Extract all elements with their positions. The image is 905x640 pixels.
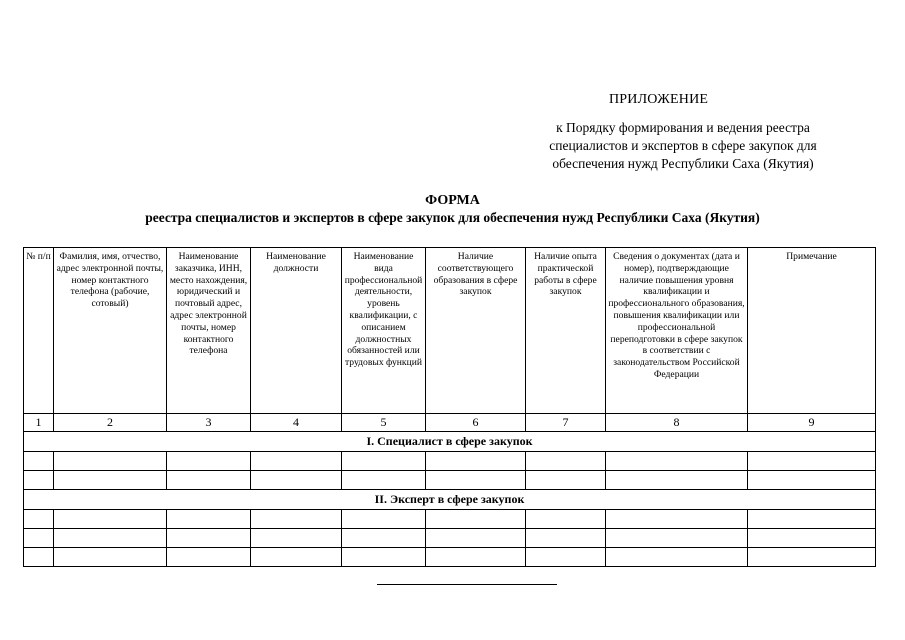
section-row-specialist bbox=[24, 432, 876, 452]
registry-table bbox=[23, 247, 876, 567]
table-cell[interactable] bbox=[251, 529, 342, 548]
header-cell-full-name: Фамилия, имя, отчество, адрес электронной почты, номер контактного телефона (рабочие, сотовый) bbox=[54, 248, 167, 414]
table-cell[interactable] bbox=[251, 452, 342, 471]
table-header-row bbox=[24, 248, 876, 414]
column-number: 8 bbox=[606, 414, 748, 432]
table-cell[interactable] bbox=[167, 510, 251, 529]
column-number: 5 bbox=[342, 414, 426, 432]
column-number: 9 bbox=[748, 414, 876, 432]
table-cell[interactable] bbox=[606, 510, 748, 529]
table-cell[interactable] bbox=[748, 510, 876, 529]
table-cell[interactable] bbox=[54, 471, 167, 490]
table-cell[interactable] bbox=[167, 529, 251, 548]
table-cell[interactable] bbox=[24, 452, 54, 471]
table-cell[interactable] bbox=[426, 529, 526, 548]
table-cell[interactable] bbox=[748, 529, 876, 548]
appendix-title: ПРИЛОЖЕНИЕ bbox=[609, 92, 709, 107]
section-title-specialist: I. Специалист в сфере закупок bbox=[24, 432, 876, 452]
header-cell-activity: Наименование вида профессиональной деятельности, уровень квалификации, с описанием должностных обязанностей или трудовых функций bbox=[342, 248, 426, 414]
form-title: ФОРМА bbox=[425, 193, 480, 208]
header-cell-number: № п/п bbox=[24, 248, 54, 414]
header-cell-note: Примечание bbox=[748, 248, 876, 414]
table-cell[interactable] bbox=[748, 548, 876, 567]
table-cell[interactable] bbox=[24, 548, 54, 567]
table-cell[interactable] bbox=[54, 529, 167, 548]
column-number: 3 bbox=[167, 414, 251, 432]
header-cell-documents: Сведения о документах (дата и номер), подтверждающие наличие повышения уровня квалификации и профессионального образования, повышения квалификации или профессиональной переподготовки в сфере закупок в соответствии с законодательством Российской Федерации bbox=[606, 248, 748, 414]
table-cell[interactable] bbox=[167, 452, 251, 471]
appendix-text: к Порядку формирования и ведения реестра специалистов и экспертов в сфере закупок для обеспечения нужд Республики Саха (Якутия) bbox=[549, 120, 817, 171]
table-cell[interactable] bbox=[251, 510, 342, 529]
table-cell[interactable] bbox=[606, 471, 748, 490]
column-number: 1 bbox=[24, 414, 54, 432]
table-cell[interactable] bbox=[342, 548, 426, 567]
table-cell[interactable] bbox=[606, 548, 748, 567]
column-number: 2 bbox=[54, 414, 167, 432]
column-number: 7 bbox=[526, 414, 606, 432]
table-row bbox=[24, 471, 876, 490]
footer-divider bbox=[377, 584, 557, 585]
table-cell[interactable] bbox=[54, 548, 167, 567]
table-cell[interactable] bbox=[342, 452, 426, 471]
table-cell[interactable] bbox=[54, 452, 167, 471]
table-cell[interactable] bbox=[24, 529, 54, 548]
section-row-expert bbox=[24, 490, 876, 510]
table-cell[interactable] bbox=[748, 471, 876, 490]
table-row bbox=[24, 452, 876, 471]
table-row bbox=[24, 529, 876, 548]
table-cell[interactable] bbox=[342, 529, 426, 548]
table-cell[interactable] bbox=[526, 510, 606, 529]
table-cell[interactable] bbox=[426, 548, 526, 567]
column-number: 4 bbox=[251, 414, 342, 432]
table-cell[interactable] bbox=[426, 452, 526, 471]
table-cell[interactable] bbox=[606, 452, 748, 471]
table-cell[interactable] bbox=[54, 510, 167, 529]
header-cell-position: Наименование должности bbox=[251, 248, 342, 414]
table-cell[interactable] bbox=[526, 548, 606, 567]
header-cell-education: Наличие соответствующего образования в сфере закупок bbox=[426, 248, 526, 414]
table-cell[interactable] bbox=[251, 471, 342, 490]
column-number-row bbox=[24, 414, 876, 432]
table-cell[interactable] bbox=[251, 548, 342, 567]
column-number: 6 bbox=[426, 414, 526, 432]
header-cell-experience: Наличие опыта практической работы в сфере закупок bbox=[526, 248, 606, 414]
table-cell[interactable] bbox=[167, 471, 251, 490]
table-cell[interactable] bbox=[342, 510, 426, 529]
table-cell[interactable] bbox=[167, 548, 251, 567]
header-cell-customer: Наименование заказчика, ИНН, место нахождения, юридический и почтовый адрес, адрес электронной почты, номер контактного телефона bbox=[167, 248, 251, 414]
table-cell[interactable] bbox=[526, 452, 606, 471]
table-cell[interactable] bbox=[24, 471, 54, 490]
table-row bbox=[24, 510, 876, 529]
table-cell[interactable] bbox=[426, 510, 526, 529]
section-title-expert: II. Эксперт в сфере закупок bbox=[24, 490, 876, 510]
table-cell[interactable] bbox=[426, 471, 526, 490]
table-cell[interactable] bbox=[606, 529, 748, 548]
table-row bbox=[24, 548, 876, 567]
table-cell[interactable] bbox=[24, 510, 54, 529]
table-cell[interactable] bbox=[526, 529, 606, 548]
form-subtitle: реестра специалистов и экспертов в сфере закупок для обеспечения нужд Республики Саха (Якутия) bbox=[145, 210, 760, 225]
table-cell[interactable] bbox=[748, 452, 876, 471]
table-cell[interactable] bbox=[526, 471, 606, 490]
table-cell[interactable] bbox=[342, 471, 426, 490]
